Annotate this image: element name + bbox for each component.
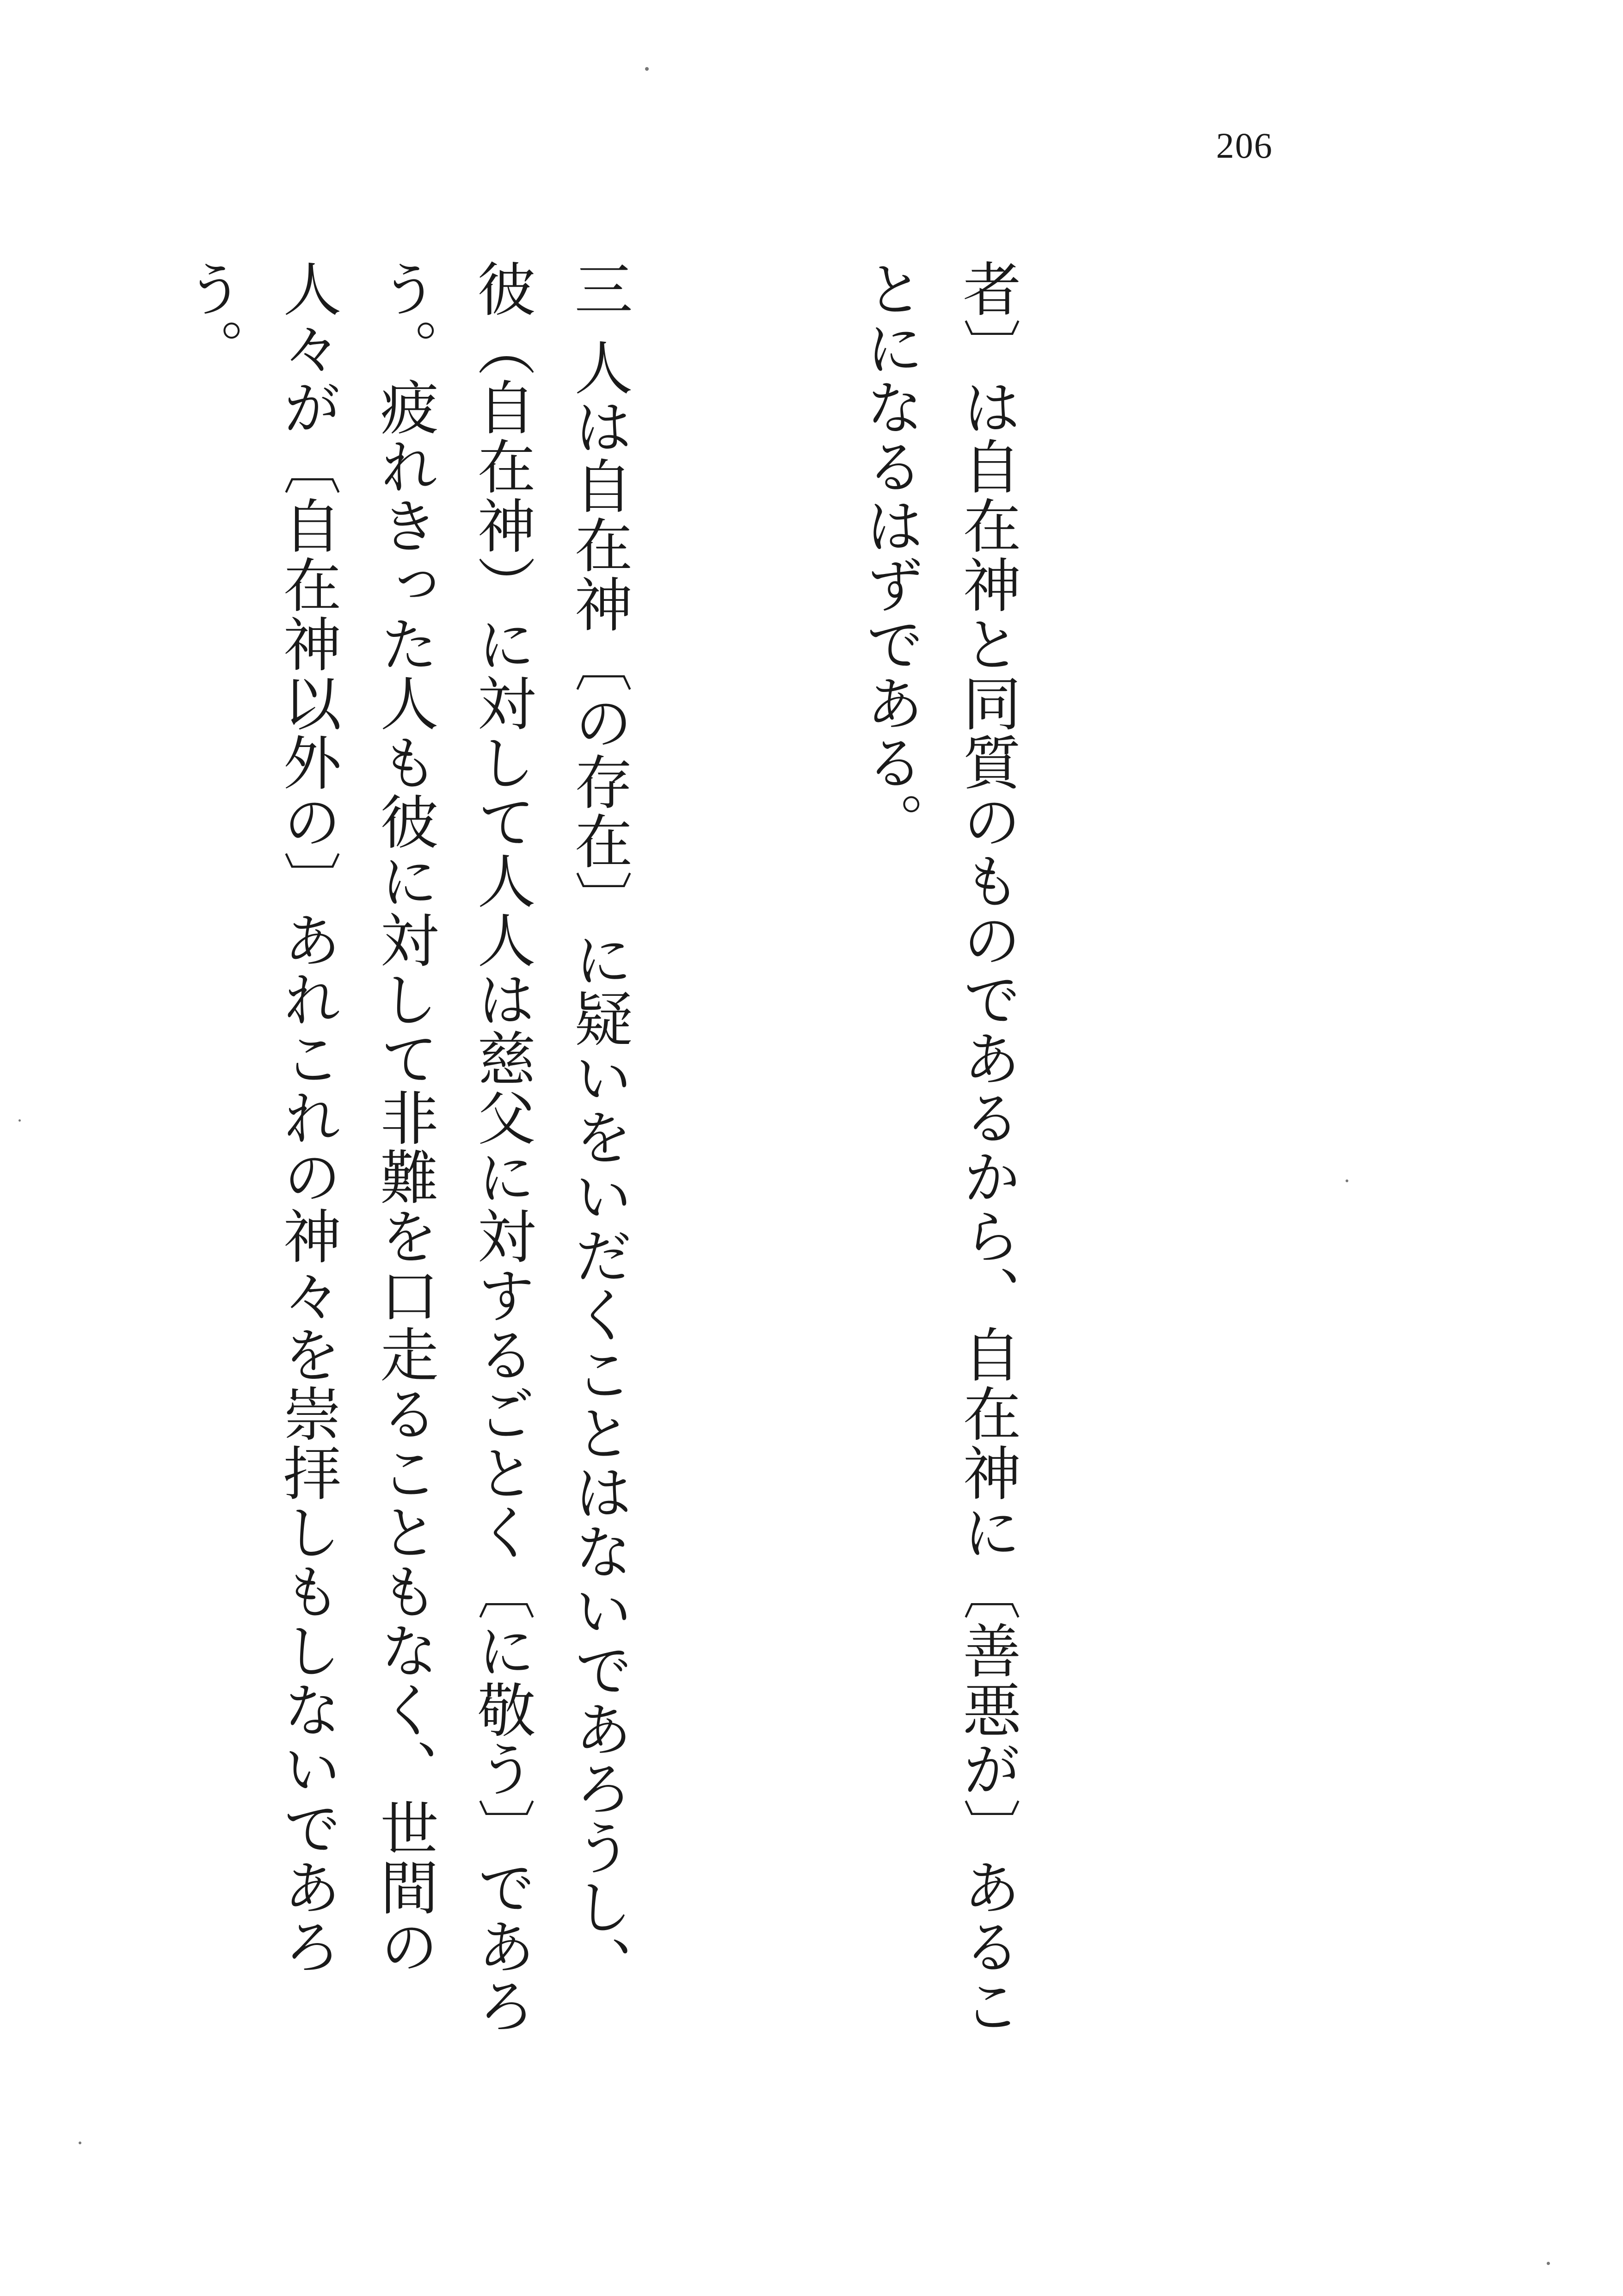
scan-speck (1547, 2262, 1550, 2265)
scan-speck (1346, 1179, 1348, 1182)
scan-speck (645, 67, 649, 71)
paragraph: 三 人は自在神〔の存在〕に疑いをいだくことはないであろうし、彼（自在神）に対して人人は慈父に対するごとく〔に敬う〕であろう。疲れきった人も彼に対して非難を口走ることもなく、世間の人々が〔自在神以外の〕あれこれの神々を崇拝しもしないであろう。 (177, 259, 633, 2035)
body-text (0, 259, 1230, 2040)
page-number: 206 (1216, 125, 1273, 166)
scan-speck (79, 2142, 81, 2144)
scan-speck (18, 1119, 21, 1122)
paragraph: 者〕は自在神と同質のものであるから、自在神に〔善悪が〕あることになるはずである。 (856, 259, 1021, 2035)
